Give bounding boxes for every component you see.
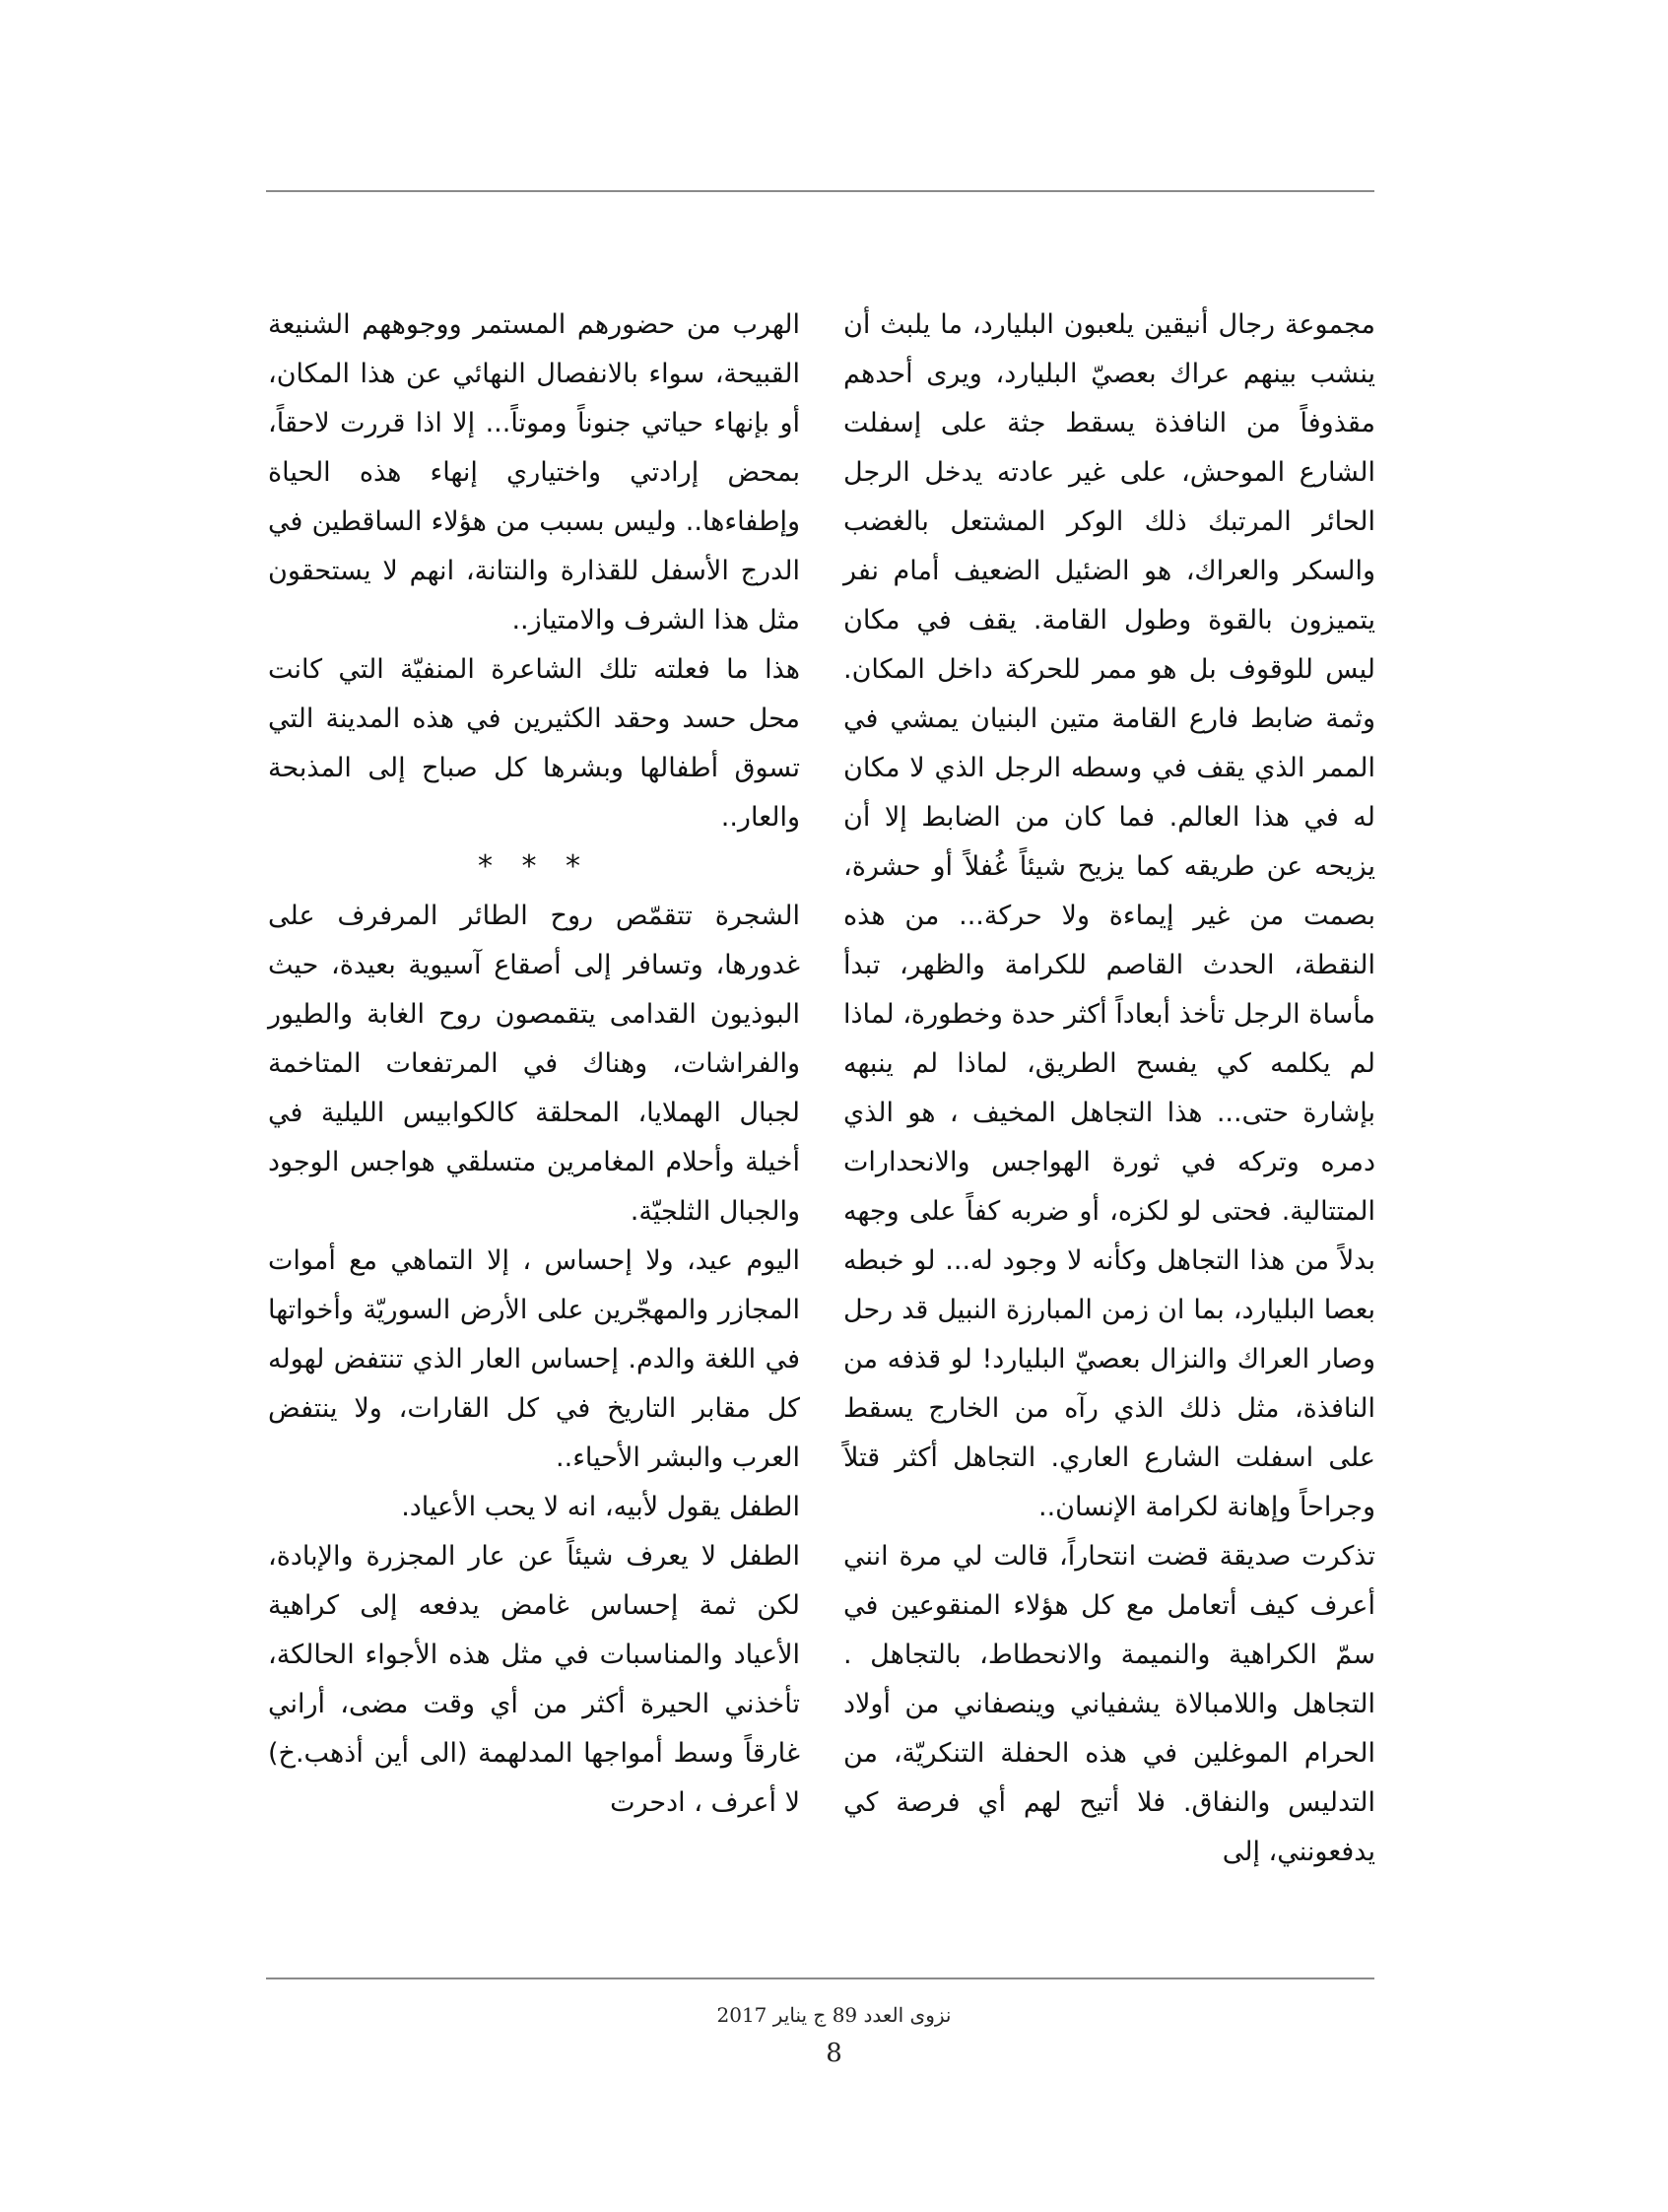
header-rule xyxy=(266,190,1374,192)
article-column-left xyxy=(268,301,800,1828)
footer-rule xyxy=(266,1977,1374,1979)
paragraph-eid: اليوم عيد، ولا إحساس ، إلا التماهي مع أموات المجازر والمهجّرين على الأرض السوريّة وأخواتها في اللغة والدم. إحساس العار الذي تنتفض لهوله كل مقابر التاريخ في كل القارات، ولا ينتفض العرب والبشر الأحياء.. xyxy=(268,1245,800,1473)
paragraph-escape: الهرب من حضورهم المستمر ووجوههم الشنيعة القبيحة، سواء بالانفصال النهائي عن هذا المكان، أو بإنهاء حياتي جنوناً وموتاً... إلا اذا قررت لاحقاً، بمحض إرادتي واختياري إنهاء هذه الحياة وإطفاءها.. وليس بسبب من هؤلاء الساقطين في الدرج الأسفل للقذارة والنتانة، انهم لا يستحقون مثل هذا الشرف والامتياز.. xyxy=(268,309,800,636)
paragraph-friend-memory: تذكرت صديقة قضت انتحاراً، قالت لي مرة انني أعرف كيف أتعامل مع كل هؤلاء المنقوعين في سمّ الكراهية والنميمة والانحطاط، بالتجاهل . التجاهل واللامبالاة يشفياني وينصفاني من أولاد الحرام الموغلين في هذه الحفلة التنكريّة، من التدليس والنفاق. فلا أتيح لهم أي فرصة كي يدفعونني، إلى xyxy=(843,1541,1375,1867)
paragraph-billiards: مجموعة رجال أنيقين يلعبون البليارد، ما يلبث أن ينشب بينهم عراك بعصيّ البليارد، ويرى أحدهم مقذوفاً من النافذة يسقط جثة على إسفلت الشارع الموحش، على غير عادته يدخل الرجل الحائر المرتبك ذلك الوكر المشتعل بالغضب والسكر والعراك، هو الضئيل الضعيف أمام نفر يتميزون بالقوة وطول القامة. يقف في مكان ليس للوقوف بل هو ممر للحركة داخل المكان. وثمة ضابط فارع القامة متين البنيان يمشي في الممر الذي يقف في وسطه الرجل الذي لا مكان له في هذا العالم. فما كان من الضابط إلا أن يزيحه عن طريقه كما يزيح شيئاً غُفلاً أو حشرة، بصمت من غير إيماءة ولا حركة... من هذه النقطة، الحدث القاصم للكرامة والظهر، تبدأ مأساة الرجل تأخذ أبعاداً أكثر حدة وخطورة، لماذا لم يكلمه كي يفسح الطريق، لماذا لم ينبهه بإشارة حتى... هذا التجاهل المخيف ، هو الذي دمره وتركه في ثورة الهواجس والانحدارات المتتالية. فحتى لو لكزه، أو ضربه كفاً على وجهه بدلاً من هذا التجاهل وكأنه لا وجود له... لو خبطه بعصا البليارد، بما ان زمن المبارزة النبيل قد رحل وصار العراك والنزال بعصيّ البليارد! لو قذفه من النافذة، مثل ذلك الذي رآه من الخارج يسقط على اسفلت الشارع العاري. التجاهل أكثر قتلاً وجراحاً وإهانة لكرامة الإنسان.. xyxy=(843,309,1375,1522)
paragraph-child-says: الطفل يقول لأبيه، انه لا يحب الأعياد. xyxy=(401,1492,800,1522)
issue-info: نزوى العدد 89 ج يناير 2017 xyxy=(716,2003,952,2027)
section-separator: * * * xyxy=(477,849,591,884)
page-number: 8 xyxy=(826,2039,842,2068)
paragraph-child-knows: الطفل لا يعرف شيئاً عن عار المجزرة والإبادة، لكن ثمة إحساس غامض يدفعه إلى كراهية الأعياد والمناسبات في مثل هذه الأجواء الحالكة، تأخذني الحيرة أكثر من أي وقت مضى، أراني غارقاً وسط أمواجها المدلهمة (الى أين أذهب.خ) لا أعرف ، ادحرت xyxy=(268,1541,800,1818)
paragraph-tree: الشجرة تتقمّص روح الطائر المرفرف على غدورها، وتسافر إلى أصقاع آسيوية بعيدة، حيث البوذيون القدامى يتقمصون روح الغابة والطيور والفراشات، وهناك في المرتفعات المتاخمة لجبال الهملايا، المحلقة كالكوابيس الليلية في أخيلة وأحلام المغامرين متسلقي هواجس الوجود والجبال الثلجيّة. xyxy=(268,901,800,1227)
paragraph-exiled-poet: هذا ما فعلته تلك الشاعرة المنفيّة التي كانت محل حسد وحقد الكثيرين في هذه المدينة التي تسوق أطفالها وبشرها كل صباح إلى المذبحة والعار.. xyxy=(268,654,800,833)
article-column-right xyxy=(843,301,1375,1877)
